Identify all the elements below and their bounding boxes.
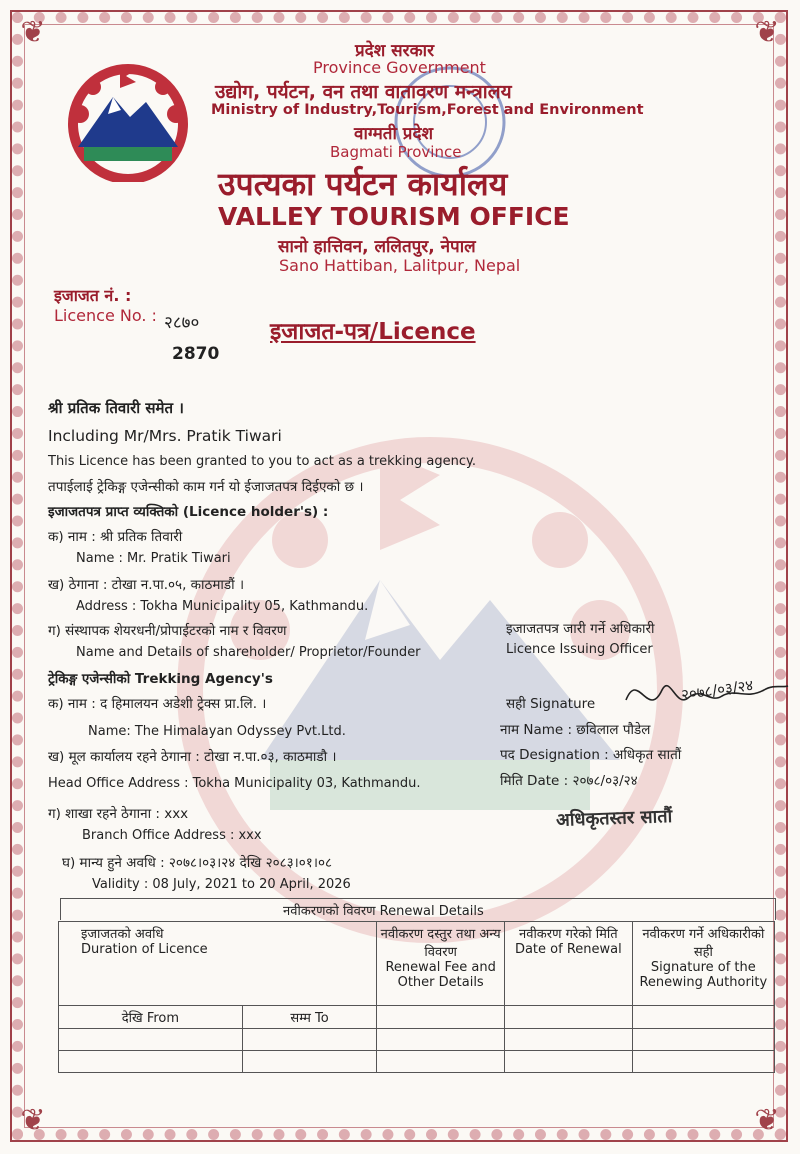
issuer-np: इजाजतपत्र जारी गर्ने अधिकारी [506,621,655,637]
licence-title: इजाजत-पत्र/Licence [270,319,476,345]
officer-designation: पद Designation : अधिकृत सातौं [500,747,682,763]
validity-en: Validity : 08 July, 2021 to 20 April, 2026 [92,877,351,892]
rank-stamp: अधिकृतस्तर सातौं [555,805,673,832]
table-cell [505,1006,633,1029]
renewal-table [58,921,775,1073]
handwritten-signature-icon [618,660,790,732]
head-office-np: ख) मूल कार्यालय रहने ठेगाना : टोखा न.पा.०३, काठमाडौ । [48,749,337,765]
renewal-col-fee-np: नवीकरण दस्तुर तथा अन्य विवरण [380,927,501,960]
renewal-from-cell [59,1006,243,1029]
renewal-table-header [59,922,775,1006]
table-cell [632,1051,774,1073]
branch-en: Branch Office Address : xxx [82,828,262,843]
govt-np: प्रदेश सरकार [355,41,435,61]
holder-name-en: Name : Mr. Pratik Tiwari [76,551,231,566]
licence-no-label-en: Licence No. : [54,306,157,325]
signature-label: सही Signature [506,696,596,712]
ministry-en: Ministry of Industry,Tourism,Forest and Environment [211,102,644,118]
renewal-col-date [505,922,633,1006]
holder-np: श्री प्रतिक तिवारी समेत । [48,399,184,417]
renewal-to-label: सम्म To [290,1011,329,1026]
renewal-col-date-en: Date of Renewal [514,942,622,957]
province-en: Bagmati Province [330,143,462,161]
branch-np: ग) शाखा रहने ठेगाना : xxx [48,806,189,822]
table-cell [632,1029,774,1051]
table-cell [505,1029,633,1051]
table-row [59,1029,775,1051]
officer-date: मिति Date : २०७८/०३/२४ [500,773,638,789]
agency-name-np: क) नाम : द हिमालयन अडेशी ट्रेक्स प्रा.लि. । [48,696,267,712]
renewal-col-signature-en: Signature of the Renewing Authority [639,960,768,990]
licence-no-np: २८७० [164,313,200,333]
govt-en: Province Government [313,58,486,77]
corner-ornament-icon: ❦ [20,1103,46,1138]
table-cell [505,1051,633,1073]
holders-heading: इजाजतपत्र प्राप्त व्यक्तिको (Licence holder's) : [48,504,329,520]
office-np: उपत्यका पर्यटन कार्यालय [218,165,508,203]
address-en: Sano Hattiban, Lalitpur, Nepal [279,256,521,275]
corner-ornament-icon: ❦ [20,15,46,50]
table-cell [242,1051,376,1073]
table-row [59,1051,775,1073]
holder-name-np: क) नाम : श्री प्रतिक तिवारी [48,529,183,545]
renewal-heading: नवीकरणको विवरण Renewal Details [283,904,484,919]
renewal-col-duration [59,922,243,1006]
office-en: VALLEY TOURISM OFFICE [218,202,570,231]
granted-en: This Licence has been granted to you to act as a trekking agency. [48,454,476,469]
agency-name-en: Name: The Himalayan Odyssey Pvt.Ltd. [88,724,346,739]
renewal-col-fee [377,922,505,1006]
renewal-col-duration-np: इजाजतको अवधि [81,927,164,942]
holder-address-en: Address : Tokha Municipality 05, Kathmandu. [76,599,369,614]
renewal-from-to-row [59,1006,775,1029]
table-cell [377,1051,505,1073]
signature-scrawl: २०७८/०३/२४ [680,676,755,704]
validity-np: घ) मान्य हुने अवधि : २०७८।०३।२४ देखि २०८३।०१।०८ [62,855,332,871]
address-np: सानो हात्तिवन, ललितपुर, नेपाल [278,237,476,257]
holder-address-np: ख) ठेगाना : टोखा न.पा.०५, काठमाडौं । [48,577,245,593]
table-cell [377,1029,505,1051]
licence-no-label-np: इजाजत नं. : [54,286,132,305]
table-cell [59,1029,243,1051]
holder-en: Including Mr/Mrs. Pratik Tiwari [48,427,282,445]
licence-no-en: 2870 [172,344,220,364]
granted-np: तपाईलाई ट्रेकिङ्ग एजेन्सीको काम गर्न यो ईजाजतपत्र दिईएको छ । [48,479,364,495]
renewal-col-empty [242,922,376,1006]
table-cell [377,1006,505,1029]
renewal-col-signature [632,922,774,1006]
issuer-en: Licence Issuing Officer [506,642,653,657]
corner-ornament-icon: ❦ [754,15,780,50]
renewal-col-signature-np: नवीकरण गर्ने अधिकारीको सही [642,927,765,960]
ministry-np: उद्योग, पर्यटन, वन तथा वातावरण मन्त्रालय [215,81,512,103]
renewal-from-label: देखि From [121,1011,180,1026]
renewal-col-date-np: नवीकरण गरेको मिति [519,927,618,942]
shareholder-en: Name and Details of shareholder/ Proprietor/Founder [76,645,421,660]
table-cell [632,1006,774,1029]
table-cell [242,1029,376,1051]
head-office-en: Head Office Address : Tokha Municipality 03, Kathmandu. [48,776,421,791]
shareholder-np: ग) संस्थापक शेयरधनी/प्रोपाईटरको नाम र विवरण [48,623,287,639]
renewal-col-duration-en: Duration of Licence [81,942,208,957]
renewal-to-cell [242,1006,376,1029]
province-np: वाग्मती प्रदेश [354,124,434,144]
officer-name: नाम Name : छविलाल पौडेल [500,722,651,738]
nepal-emblem-icon [58,62,198,182]
renewal-col-fee-en: Renewal Fee and Other Details [385,960,496,990]
corner-ornament-icon: ❦ [754,1103,780,1138]
table-cell [59,1051,243,1073]
agency-heading: ट्रेकिङ्ग एजेन्सीको Trekking Agency's [48,671,273,687]
